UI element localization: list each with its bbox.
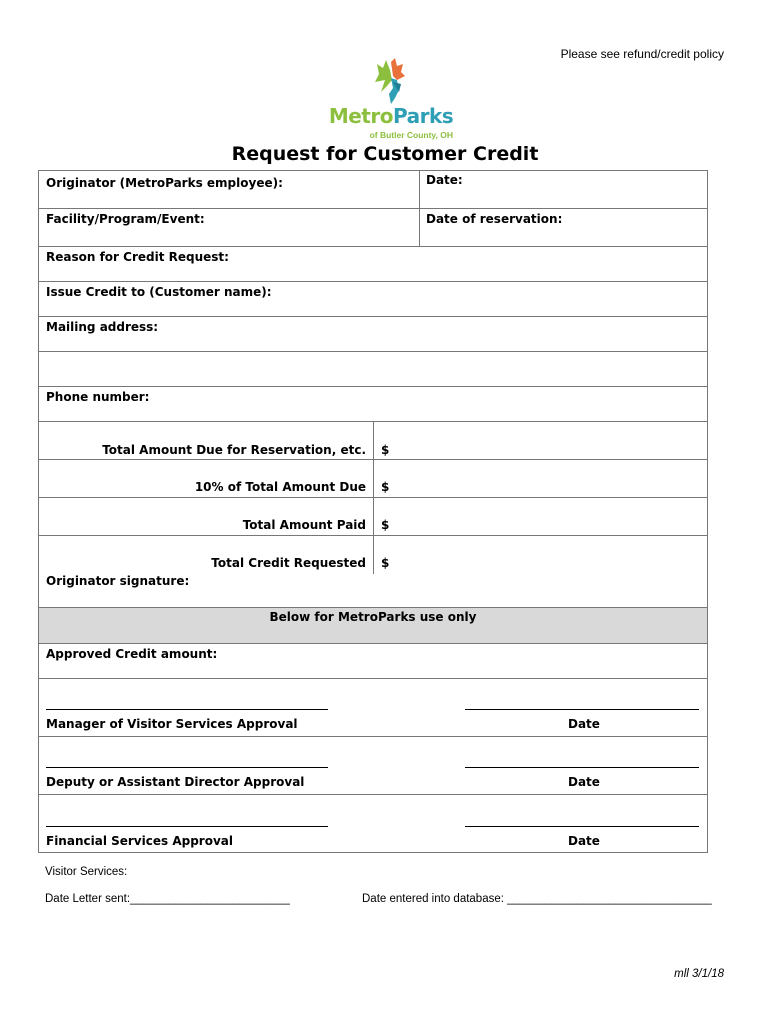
approval-row bbox=[39, 795, 707, 852]
letter-sent-field: Date Letter sent:_________________________ bbox=[45, 893, 290, 905]
currency-symbol: $ bbox=[381, 556, 390, 570]
visitor-services-label: Visitor Services: bbox=[45, 866, 128, 878]
approval-date-label: Date bbox=[568, 834, 600, 848]
issue-to-label: Issue Credit to (Customer name): bbox=[46, 285, 272, 299]
reason-label: Reason for Credit Request: bbox=[46, 250, 229, 264]
currency-symbol: $ bbox=[381, 443, 390, 457]
amount-label: Total Credit Requested bbox=[211, 556, 366, 570]
approval-row bbox=[39, 737, 707, 795]
logo-wordmark: MetroParks bbox=[328, 104, 454, 128]
facility-label: Facility/Program/Event: bbox=[46, 212, 205, 226]
metroparks-logo bbox=[325, 58, 457, 144]
signature-label: Originator signature: bbox=[46, 574, 190, 588]
signature-line bbox=[46, 767, 328, 768]
logo-subtitle: of Butler County, OH bbox=[369, 130, 453, 140]
internal-use-label: Below for MetroParks use only bbox=[269, 610, 477, 624]
phone-row bbox=[39, 387, 707, 422]
approval-date-label: Date bbox=[568, 775, 600, 789]
date-line bbox=[465, 709, 699, 710]
approval-label: Financial Services Approval bbox=[46, 834, 233, 848]
signature-line bbox=[46, 826, 328, 827]
approval-row bbox=[39, 679, 707, 737]
date-line bbox=[465, 826, 699, 827]
originator-row bbox=[39, 171, 707, 209]
revision-note: mll 3/1/18 bbox=[674, 968, 724, 980]
amount-row bbox=[39, 536, 707, 574]
amount-row bbox=[39, 422, 707, 460]
page-title: Request for Customer Credit bbox=[231, 143, 539, 165]
date-label: Date: bbox=[426, 173, 463, 187]
amount-row bbox=[39, 460, 707, 498]
phone-label: Phone number: bbox=[46, 390, 150, 404]
approved-amount-label: Approved Credit amount: bbox=[46, 647, 218, 661]
column-divider bbox=[419, 171, 420, 208]
issue-to-row bbox=[39, 282, 707, 317]
policy-note: Please see refund/credit policy bbox=[560, 47, 724, 61]
credit-request-form bbox=[38, 170, 708, 853]
amount-label: Total Amount Due for Reservation, etc. bbox=[102, 443, 366, 457]
mailing-label: Mailing address: bbox=[46, 320, 159, 334]
reason-row bbox=[39, 247, 707, 282]
originator-label: Originator (MetroParks employee): bbox=[46, 176, 283, 190]
facility-row bbox=[39, 209, 707, 247]
database-entry-field: Date entered into database: ________________________________ bbox=[362, 893, 712, 905]
mailing-continued-row bbox=[39, 352, 707, 387]
column-divider bbox=[419, 209, 420, 246]
date-line bbox=[465, 767, 699, 768]
signature-row bbox=[39, 574, 707, 608]
internal-use-header bbox=[39, 608, 707, 644]
approval-label: Manager of Visitor Services Approval bbox=[46, 717, 298, 731]
currency-symbol: $ bbox=[381, 518, 390, 532]
approval-label: Deputy or Assistant Director Approval bbox=[46, 775, 305, 789]
approval-date-label: Date bbox=[568, 717, 600, 731]
signature-line bbox=[46, 709, 328, 710]
amount-label: Total Amount Paid bbox=[242, 518, 366, 532]
leaf-logo-icon bbox=[369, 58, 413, 106]
approved-amount-row bbox=[39, 644, 707, 679]
amount-label: 10% of Total Amount Due bbox=[194, 480, 366, 494]
mailing-row bbox=[39, 317, 707, 352]
currency-symbol: $ bbox=[381, 480, 390, 494]
amount-row bbox=[39, 498, 707, 536]
reservation-date-label: Date of reservation: bbox=[426, 212, 563, 226]
